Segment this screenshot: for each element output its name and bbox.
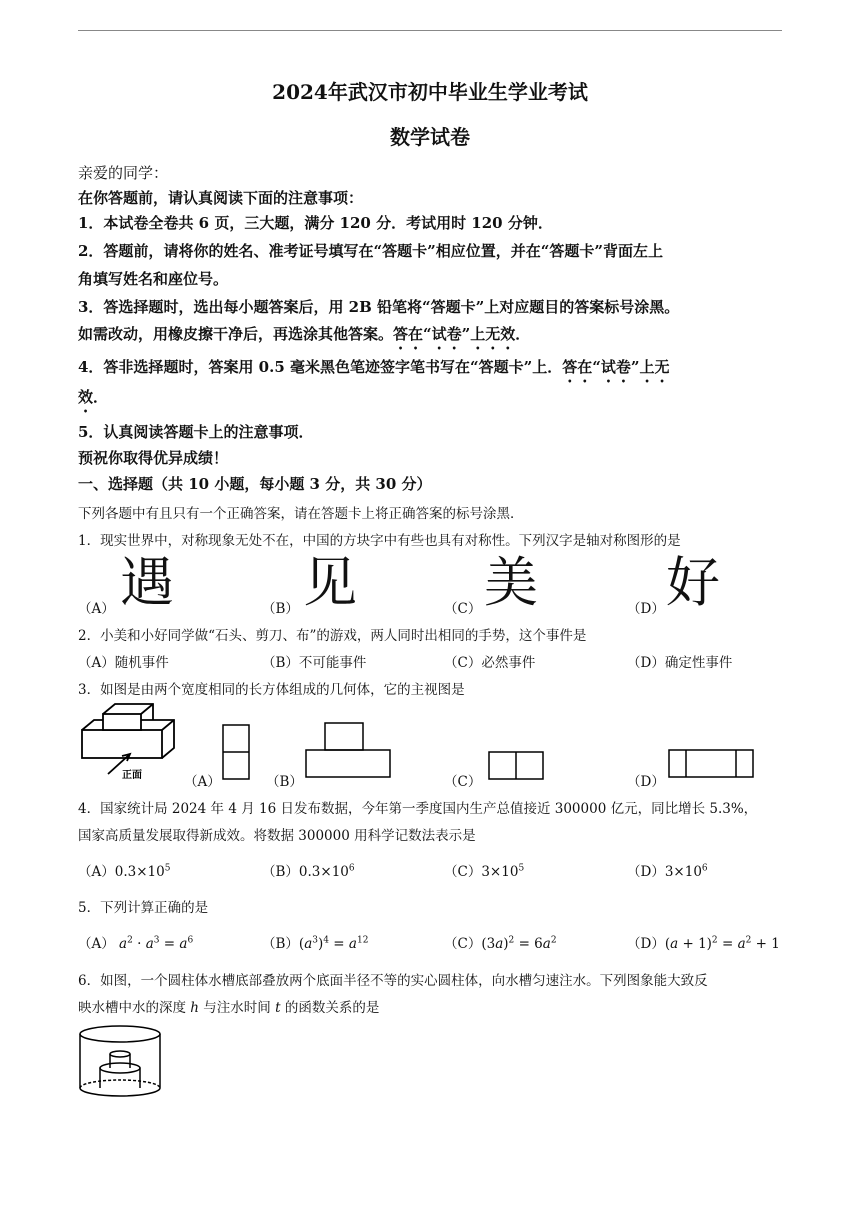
- q1-option-a-label: （A）: [78, 601, 115, 617]
- q3-option-d-label: （D）: [627, 774, 665, 790]
- q5-option-b: $(B)(a^3)^4 = a^{12}$: [262, 935, 369, 952]
- q4-stem-b: 国家高质量发展取得新成效。将数据 300000 用科学记数法表示是: [78, 828, 476, 844]
- exam-subtitle: 数学试卷: [390, 125, 470, 149]
- q4-option-a: $(A)0.3\times 10^5$: [78, 863, 171, 880]
- q5-option-c: $(C)(3a)^2 = 6a^2$: [444, 935, 557, 952]
- wish: 预祝你取得优异成绩！: [78, 449, 229, 467]
- notice-intro: 在你答题前，请认真阅读下面的注意事项：: [78, 189, 364, 207]
- q3-option-b-figure: [303, 721, 393, 781]
- q1-option-c-label: （C）: [444, 601, 482, 617]
- q3-solid-figure: [78, 700, 188, 782]
- notice-item-2a: 2．答题前，请将你的姓名、准考证号填写在“答题卡”相应位置，并在“答题卡”背面左上: [78, 242, 663, 260]
- q6-stem-b: 映水槽中水的深度 h 与注水时间 t 的函数关系的是: [78, 1000, 380, 1016]
- q1-option-c-char: 美: [484, 551, 538, 614]
- q3-stem: 3．如图是由两个宽度相同的长方体组成的几何体，它的主视图是: [78, 682, 465, 698]
- q3-option-c-label: （C）: [444, 774, 482, 790]
- section-instruction: 下列各题中有且只有一个正确答案，请在答题卡上将正确答案的标号涂黑．: [78, 506, 524, 522]
- notice-item-4b: 效．: [78, 388, 109, 406]
- q1-option-b-char: 见: [303, 551, 357, 614]
- q1-option-d-char: 好: [666, 551, 720, 614]
- notice-item-2b: 角填写姓名和座位号。: [78, 270, 229, 288]
- notice-item-3a: 3．答选择题时，选出每小题答案后，用 2B 铅笔将“答题卡”上对应题目的答案标号涂黑。: [78, 298, 680, 316]
- q4-option-c: $(C)3\times 10^5$: [444, 863, 525, 880]
- q5-option-d: $(D)(a + 1)^2 = a^2 + 1$: [627, 935, 780, 952]
- q3-option-c-figure: [486, 750, 546, 782]
- top-rule: [78, 30, 782, 31]
- q1-option-d-label: （D）: [627, 601, 665, 617]
- q2-option-b: （B）不可能事件: [262, 655, 367, 671]
- q3-option-a-figure: [220, 723, 252, 783]
- q1-stem: 1．现实世界中，对称现象无处不在，中国的方块字中有些也具有对称性。下列汉字是轴对称图形的是: [78, 533, 681, 549]
- q2-option-c: （C）必然事件: [444, 655, 536, 671]
- notice-item-1: 1．本试卷全卷共 6 页，三大题，满分 120 分．考试用时 120 分钟．: [78, 214, 553, 232]
- exam-title: 2024年武汉市初中毕业生学业考试: [272, 80, 588, 104]
- q2-stem: 2．小美和小好同学做“石头、剪刀、布”的游戏，两人同时出相同的手势，这个事件是: [78, 628, 587, 644]
- q2-option-a: （A）随机事件: [78, 655, 169, 671]
- q3-option-a-label: （A）: [184, 774, 221, 790]
- q5-option-a: （A） $a^2 \cdot a^3 = a^6$: [78, 935, 194, 952]
- q3-option-b-label: （B）: [266, 774, 303, 790]
- q1-option-b-label: （B）: [262, 601, 299, 617]
- greeting: 亲爱的同学：: [78, 164, 169, 182]
- q4-option-b: $(B)0.3\times 10^6$: [262, 863, 355, 880]
- notice-item-5: 5．认真阅读答题卡上的注意事项．: [78, 423, 314, 441]
- q6-cylinder-figure: [76, 1022, 166, 1102]
- q5-stem: 5．下列计算正确的是: [78, 900, 209, 916]
- q3-option-d-figure: [666, 748, 756, 780]
- notice-item-4a: 4．答非选择题时，答案用 0.5 毫米黑色笔迹签字笔书写在“答题卡”上．答在“试卷”上无: [78, 358, 670, 376]
- q4-option-d: $(D)3\times 10^6$: [627, 863, 708, 880]
- q2-option-d: （D）确定性事件: [627, 655, 733, 671]
- q4-stem-a: 4．国家统计局 2024 年 4 月 16 日发布数据，今年第一季度国内生产总值接近 300000 亿元，同比增长 5.3%，: [78, 801, 758, 817]
- q1-option-a-char: 遇: [120, 551, 174, 614]
- q6-stem-a: 6．如图，一个圆柱体水槽底部叠放两个底面半径不等的实心圆柱体，向水槽匀速注水。下列图象能大致反: [78, 973, 708, 989]
- section-heading: 一、选择题（共 10 小题，每小题 3 分，共 30 分）: [78, 475, 432, 493]
- q3-front-label: 正面: [122, 770, 142, 781]
- notice-item-3b: 如需改动，用橡皮擦干净后，再选涂其他答案。答在“试卷”上无效．: [78, 325, 531, 343]
